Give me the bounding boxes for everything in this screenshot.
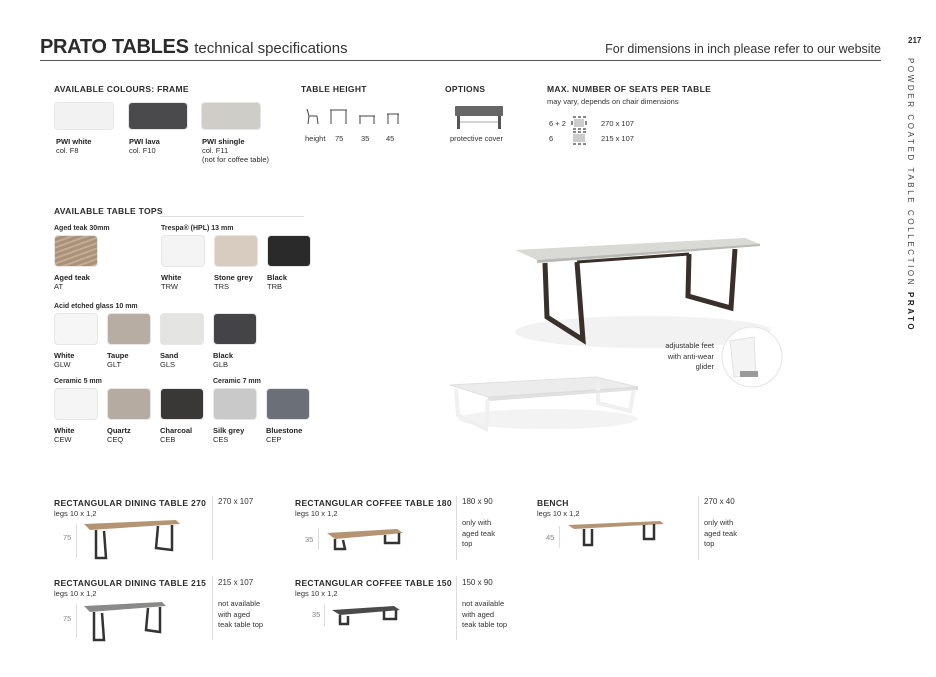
- height-divider-dining-270: [76, 524, 77, 558]
- height-value-2: 35: [361, 134, 370, 143]
- height-label: height: [305, 134, 326, 143]
- seat-layout-icon-6: [571, 131, 587, 145]
- feature-note: adjustable feet with anti-wear glider: [665, 341, 714, 371]
- product-legs-coffee-180: legs 10 x 1,2: [295, 509, 338, 518]
- height-value-1: 75: [335, 134, 344, 143]
- top-swatch-aged-teak: [54, 235, 98, 267]
- tops-group-trespa: Trespa® (HPL) 13 mm: [161, 225, 234, 232]
- top-label-glt: Taupe GLT: [107, 351, 129, 369]
- top-label-glw: White GLW: [54, 351, 75, 369]
- height-divider-coffee-180: [318, 528, 319, 550]
- option-protective-cover: protective cover: [450, 134, 503, 143]
- top-label-glb: Black GLB: [213, 351, 234, 369]
- product-image-dining-215: [82, 600, 168, 644]
- product-height-coffee-150: 35: [312, 610, 321, 619]
- seats-subheading: may vary, depends on chair dimensions: [547, 97, 679, 106]
- colour-swatch-shingle: [201, 102, 261, 130]
- product-title-coffee-180: RECTANGULAR COFFEE TABLE 180: [295, 498, 452, 508]
- product-image-bench: [566, 519, 666, 549]
- top-swatch-trw: [161, 235, 205, 267]
- coffee-table-photo: [448, 375, 643, 435]
- top-label-ceb: Charcoal CEB: [160, 426, 193, 444]
- colour-label-white: PWI white col. F8: [56, 137, 92, 155]
- colours-heading: AVAILABLE COLOURS: FRAME: [54, 84, 189, 94]
- top-swatch-ces: [213, 388, 257, 420]
- side-text-bold: PRATO: [906, 291, 915, 333]
- product-note-coffee-180: only with aged teak top: [462, 518, 495, 548]
- top-label-at: Aged teak AT: [54, 273, 90, 291]
- colour-label-shingle: PWI shingle col. F11 (not for coffee table): [202, 137, 269, 164]
- chair-icon: [307, 109, 318, 124]
- dining-height-icon: [330, 110, 347, 124]
- product-height-dining-215: 75: [63, 614, 72, 623]
- title-bold: PRATO TABLES: [40, 36, 189, 58]
- product-size-coffee-150: 150 x 90: [462, 578, 493, 587]
- product-image-coffee-150: [330, 604, 402, 628]
- top-label-gls: Sand GLS: [160, 351, 179, 369]
- divider-coffee-180: [456, 496, 457, 560]
- seats-row2-count: 6: [549, 134, 554, 143]
- top-swatch-cew: [54, 388, 98, 420]
- top-swatch-trs: [214, 235, 258, 267]
- seats-heading: MAX. NUMBER OF SEATS PER TABLE: [547, 84, 712, 94]
- top-label-trs: Stone grey TRS: [214, 273, 253, 291]
- product-size-dining-215: 215 x 107: [218, 578, 254, 587]
- product-note-coffee-150: not available with aged teak table top: [462, 599, 508, 629]
- height-divider-coffee-150: [324, 604, 325, 626]
- height-icons: [303, 106, 403, 126]
- coffee-height-icon: [359, 116, 375, 124]
- product-title-bench: BENCH: [537, 498, 569, 508]
- trespa-rule: [160, 216, 304, 217]
- protective-cover-image: [453, 104, 507, 132]
- product-height-dining-270: 75: [63, 533, 72, 542]
- top-swatch-glw: [54, 313, 98, 345]
- options-heading: OPTIONS: [445, 84, 486, 94]
- table-height-heading: TABLE HEIGHT: [301, 84, 367, 94]
- colour-swatch-white: [54, 102, 114, 130]
- product-size-coffee-180: 180 x 90: [462, 497, 493, 506]
- top-swatch-glt: [107, 313, 151, 345]
- product-size-bench: 270 x 40: [704, 497, 735, 506]
- divider-dining-215: [212, 576, 213, 640]
- side-text-light: POWDER COATED TABLE COLLECTION: [906, 58, 915, 288]
- product-height-coffee-180: 35: [305, 535, 314, 544]
- dimensions-note: For dimensions in inch please refer to our website: [605, 42, 881, 56]
- tops-group-glass: Acid etched glass 10 mm: [54, 303, 138, 310]
- title-light: technical specifications: [194, 40, 348, 57]
- product-title-dining-215: RECTANGULAR DINING TABLE 215: [54, 578, 207, 588]
- height-divider-dining-215: [76, 604, 77, 638]
- seats-row2-size: 215 x 107: [601, 134, 634, 143]
- top-label-cep: Bluestone CEP: [266, 426, 303, 444]
- product-title-coffee-150: RECTANGULAR COFFEE TABLE 150: [295, 578, 452, 588]
- height-divider-bench: [559, 526, 560, 548]
- top-label-ces: Silk grey CES: [213, 426, 245, 444]
- product-legs-dining-215: legs 10 x 1,2: [54, 589, 97, 598]
- header-rule: [40, 60, 881, 61]
- product-note-dining-215: not available with aged teak table top: [218, 599, 264, 629]
- tops-group-ceramic7: Ceramic 7 mm: [213, 378, 261, 385]
- page-title: [40, 36, 348, 59]
- top-swatch-ceb: [160, 388, 204, 420]
- top-label-trw: White TRW: [161, 273, 182, 291]
- tops-group-ceramic5: Ceramic 5 mm: [54, 378, 102, 385]
- product-image-dining-270: [82, 518, 182, 564]
- top-swatch-gls: [160, 313, 204, 345]
- top-label-cew: White CEW: [54, 426, 75, 444]
- product-image-coffee-180: [325, 527, 405, 553]
- colour-label-lava: PWI lava col. F10: [129, 137, 160, 155]
- top-label-trb: Black TRB: [267, 273, 288, 291]
- divider-coffee-150: [456, 576, 457, 640]
- top-swatch-trb: [267, 235, 311, 267]
- divider-bench: [698, 496, 699, 560]
- seats-row1-size: 270 x 107: [601, 119, 634, 128]
- product-size-dining-270: 270 x 107: [218, 497, 254, 506]
- top-swatch-cep: [266, 388, 310, 420]
- top-label-ceq: Quartz CEQ: [107, 426, 131, 444]
- tops-group-teak: Aged teak 30mm: [54, 225, 110, 232]
- divider-dining-270: [212, 496, 213, 560]
- product-legs-coffee-150: legs 10 x 1,2: [295, 589, 338, 598]
- product-legs-dining-270: legs 10 x 1,2: [54, 509, 97, 518]
- product-legs-bench: legs 10 x 1,2: [537, 509, 580, 518]
- bench-height-icon: [387, 114, 399, 124]
- glider-detail-image: [720, 325, 784, 389]
- top-swatch-glb: [213, 313, 257, 345]
- colour-swatch-lava: [128, 102, 188, 130]
- height-value-3: 45: [386, 134, 395, 143]
- seat-layout-icon-8: [571, 116, 587, 130]
- top-swatch-ceq: [107, 388, 151, 420]
- side-text: [906, 58, 915, 332]
- tops-heading: AVAILABLE TABLE TOPS: [54, 206, 163, 216]
- product-title-dining-270: RECTANGULAR DINING TABLE 270: [54, 498, 207, 508]
- product-note-bench: only with aged teak top: [704, 518, 737, 548]
- page-number: 217: [908, 36, 922, 45]
- seats-row1-count: 6 + 2: [549, 119, 566, 128]
- product-height-bench: 45: [546, 533, 555, 542]
